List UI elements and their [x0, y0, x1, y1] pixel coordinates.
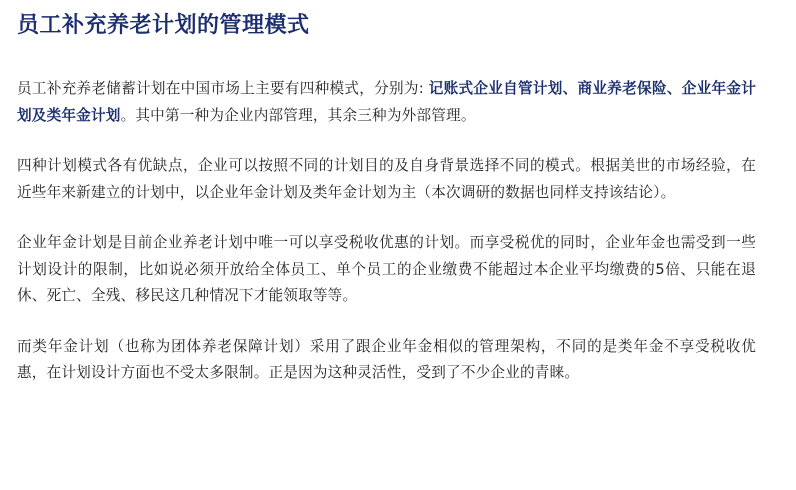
paragraph-model-comparison: 四种计划模式各有优缺点，企业可以按照不同的计划目的及自身背景选择不同的模式。根据美世的市场经验，在近些年来新建立的计划中，以企业年金计划及类年金计划为主（本次调研的数据也同样支持该结论）。	[17, 157, 756, 201]
paragraph-quasi-annuity: 而类年金计划（也称为团体养老保障计划）采用了跟企业年金相似的管理架构，不同的是类年金不享受税收优惠，在计划设计方面也不受太多限制。正是因为这种灵活性，受到了不少企业的青睐。	[17, 337, 756, 381]
emphasized-model-list: 记账式企业自管计划、商业养老保险、企业年金计划及类年金计划	[17, 80, 757, 124]
page-title: 员工补充养老计划的管理模式	[17, 13, 310, 38]
paragraph-enterprise-annuity: 企业年金计划是目前企业养老计划中唯一可以享受税收优惠的计划。而享受税优的同时，企业年金也需受到一些计划设计的限制，比如说必须开放给全体员工、单个员工的企业缴费不能超过本企业平均缴费的5倍、只能在退休、死亡、全残、移民这几种情况下才能领取等等。	[17, 234, 756, 304]
paragraph-management-models	[17, 76, 756, 129]
paragraph-text: 员工补充养老储蓄计划在中国市场上主要有四种模式，分别为:	[17, 80, 429, 97]
paragraph-text: 。其中第一种为企业内部管理，其余三种为外部管理。	[120, 106, 476, 124]
